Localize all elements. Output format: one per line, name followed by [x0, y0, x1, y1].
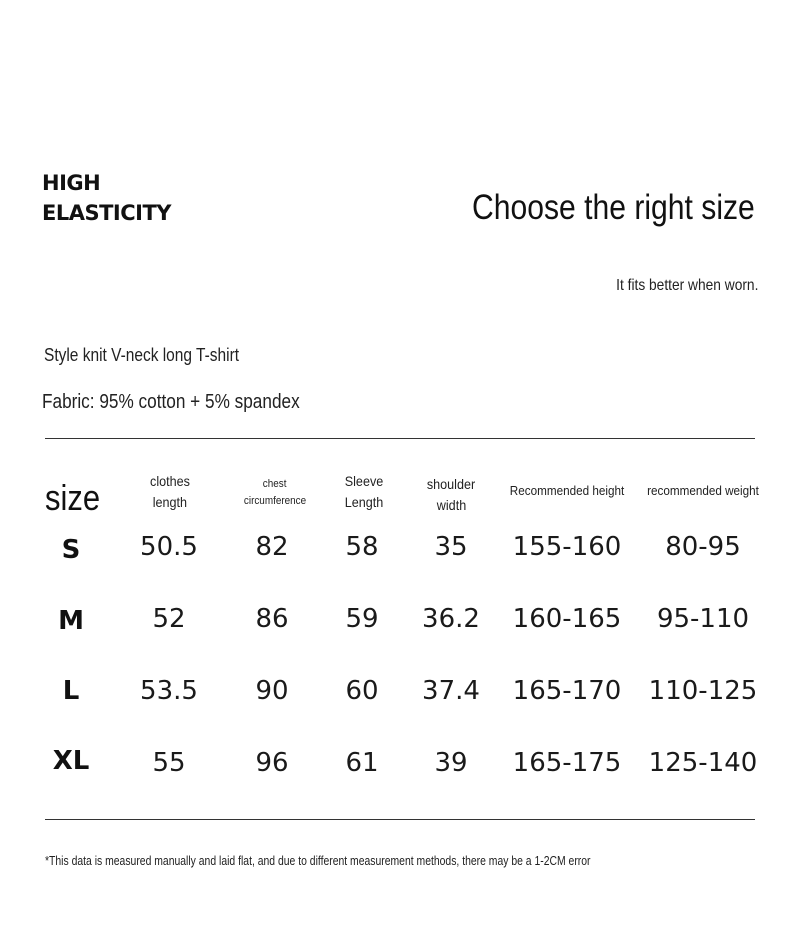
value-height: 165-175	[512, 748, 622, 778]
value-chest: 90	[255, 676, 289, 706]
value-clothes-length: 50.5	[140, 532, 198, 562]
brand-logo	[42, 168, 171, 228]
value-chest: 96	[255, 748, 289, 778]
value-shoulder: 36.2	[422, 604, 480, 634]
value-weight: 80-95	[665, 532, 741, 562]
product-fabric: Fabric: 95% cotton + 5% spandex	[42, 391, 300, 413]
value-height: 155-160	[512, 532, 622, 562]
page-title: Choose the right size	[472, 188, 755, 227]
value-height: 165-170	[512, 676, 622, 706]
value-clothes-length: 55	[152, 748, 186, 778]
page-subtitle: It fits better when worn.	[615, 277, 758, 294]
brand-line-1: HIGH	[42, 171, 101, 195]
size-label: M	[58, 606, 84, 636]
value-clothes-length: 53.5	[140, 676, 198, 706]
value-sleeve: 61	[345, 748, 379, 778]
table-bottom-divider	[45, 819, 755, 820]
size-label: L	[62, 676, 80, 706]
value-sleeve: 60	[345, 676, 379, 706]
header-sleeve-length: Sleeve Length	[344, 473, 384, 510]
size-column-header: size	[45, 477, 101, 518]
header-shoulder-width: shoulder width	[426, 476, 476, 513]
product-style: Style knit V-neck long T-shirt	[44, 345, 240, 365]
value-shoulder: 37.4	[422, 676, 480, 706]
value-height: 160-165	[512, 604, 622, 634]
value-shoulder: 39	[434, 748, 468, 778]
value-sleeve: 58	[345, 532, 379, 562]
value-weight: 125-140	[648, 748, 758, 778]
size-label: XL	[52, 746, 90, 776]
header-recommended-height: Recommended height	[509, 483, 625, 498]
value-chest: 86	[255, 604, 289, 634]
measurement-footnote: *This data is measured manually and laid flat, and due to different measurement methods, there may be a 1-2CM error	[45, 853, 591, 868]
value-clothes-length: 52	[152, 604, 186, 634]
value-shoulder: 35	[434, 532, 468, 562]
value-weight: 110-125	[648, 676, 758, 706]
value-chest: 82	[255, 532, 289, 562]
value-sleeve: 59	[345, 604, 379, 634]
value-weight: 95-110	[656, 604, 750, 634]
brand-line-2: ELASTICITY	[42, 201, 171, 225]
header-recommended-weight: recommended weight	[647, 483, 759, 498]
table-top-divider	[45, 438, 755, 439]
header-clothes-length: clothes length	[150, 473, 190, 510]
size-label: S	[61, 535, 81, 565]
header-chest-circumference: chest circumference	[243, 478, 307, 507]
